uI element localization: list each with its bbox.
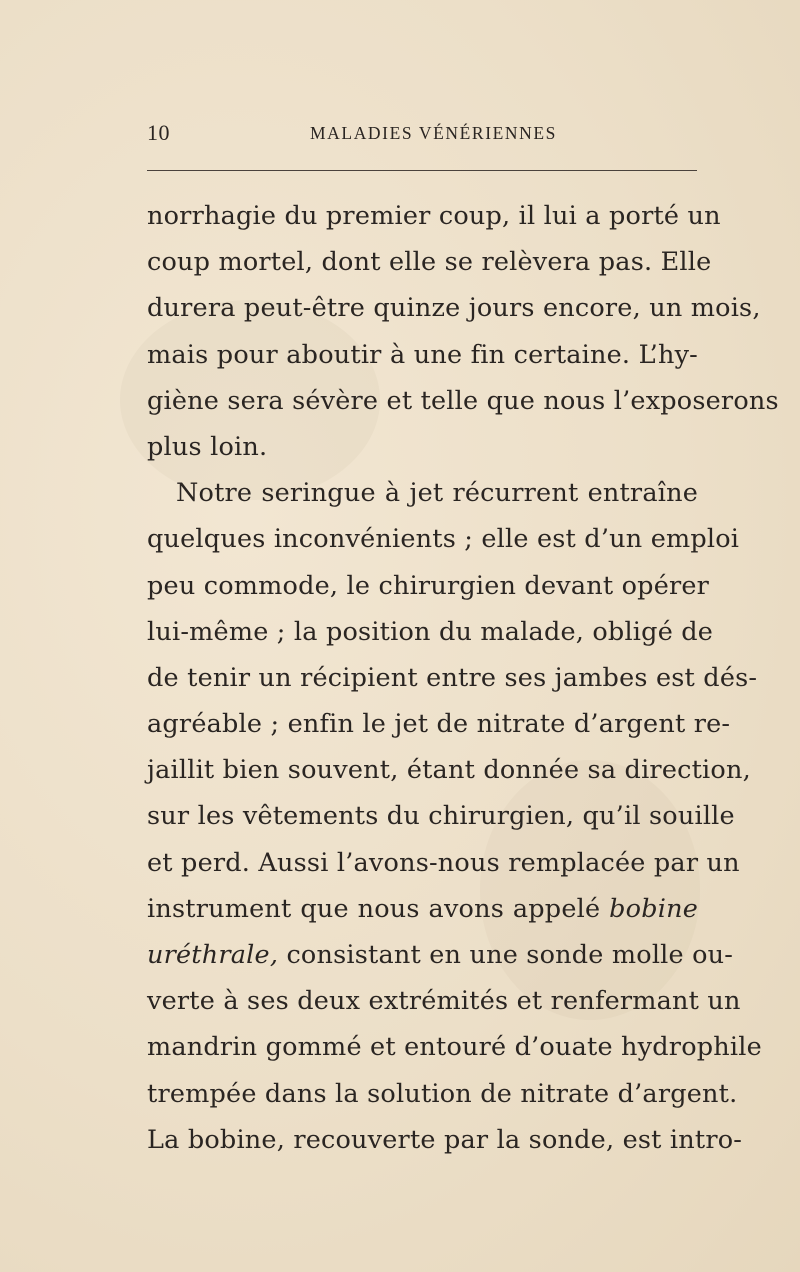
running-title: MALADIES VÉNÉRIENNES — [310, 123, 558, 143]
text-line: sur les vêtements du chirurgien, qu’il souille — [147, 801, 735, 832]
page-number: 10 — [147, 120, 170, 145]
italic-term: uréthrale, — [147, 940, 279, 970]
italic-term: bobine — [609, 893, 698, 924]
text-line: agréable ; enfin le jet de nitrate d’argent re- — [147, 709, 731, 740]
text-line: durera peut-être quinze jours encore, un mois, — [147, 293, 761, 324]
text-run: consistant en une sonde molle ou- — [286, 940, 734, 970]
body-text — [147, 193, 779, 1163]
text-line: norrhagie du premier coup, il lui a porté un — [147, 201, 721, 231]
header-rule — [147, 170, 697, 171]
text-line: peu commode, le chirurgien devant opérer — [147, 570, 710, 601]
text-line: jaillit bien souvent, étant donnée sa direction, — [147, 755, 751, 786]
running-head — [147, 120, 697, 150]
text-line: plus loin. — [147, 431, 268, 462]
text-line: trempée dans la solution de nitrate d’argent. — [147, 1078, 738, 1109]
text-line: giène sera sévère et telle que nous l’exposerons — [147, 385, 779, 416]
text-line: de tenir un récipient entre ses jambes est dés- — [147, 662, 758, 693]
paragraph-start-line: Notre seringue à jet récurrent entraîne — [176, 478, 698, 509]
text-line: verte à ses deux extrémités et renfermant un — [147, 986, 741, 1017]
text-run: instrument que nous avons appelé — [147, 893, 601, 924]
text-line — [147, 932, 734, 978]
text-line: mais pour aboutir à une fin certaine. L’hy- — [147, 339, 698, 370]
text-line: La bobine, recouverte par la sonde, est intro- — [147, 1124, 743, 1155]
text-line: coup mortel, dont elle se relèvera pas. Elle — [147, 247, 712, 278]
text-line: mandrin gommé et entouré d’ouate hydrophile — [147, 1032, 762, 1063]
text-line: quelques inconvénients ; elle est d’un emploi — [147, 524, 740, 555]
text-line — [147, 886, 698, 932]
text-line: lui-même ; la position du malade, obligé de — [147, 616, 714, 647]
text-line: et perd. Aussi l’avons-nous remplacée par un — [147, 847, 740, 878]
